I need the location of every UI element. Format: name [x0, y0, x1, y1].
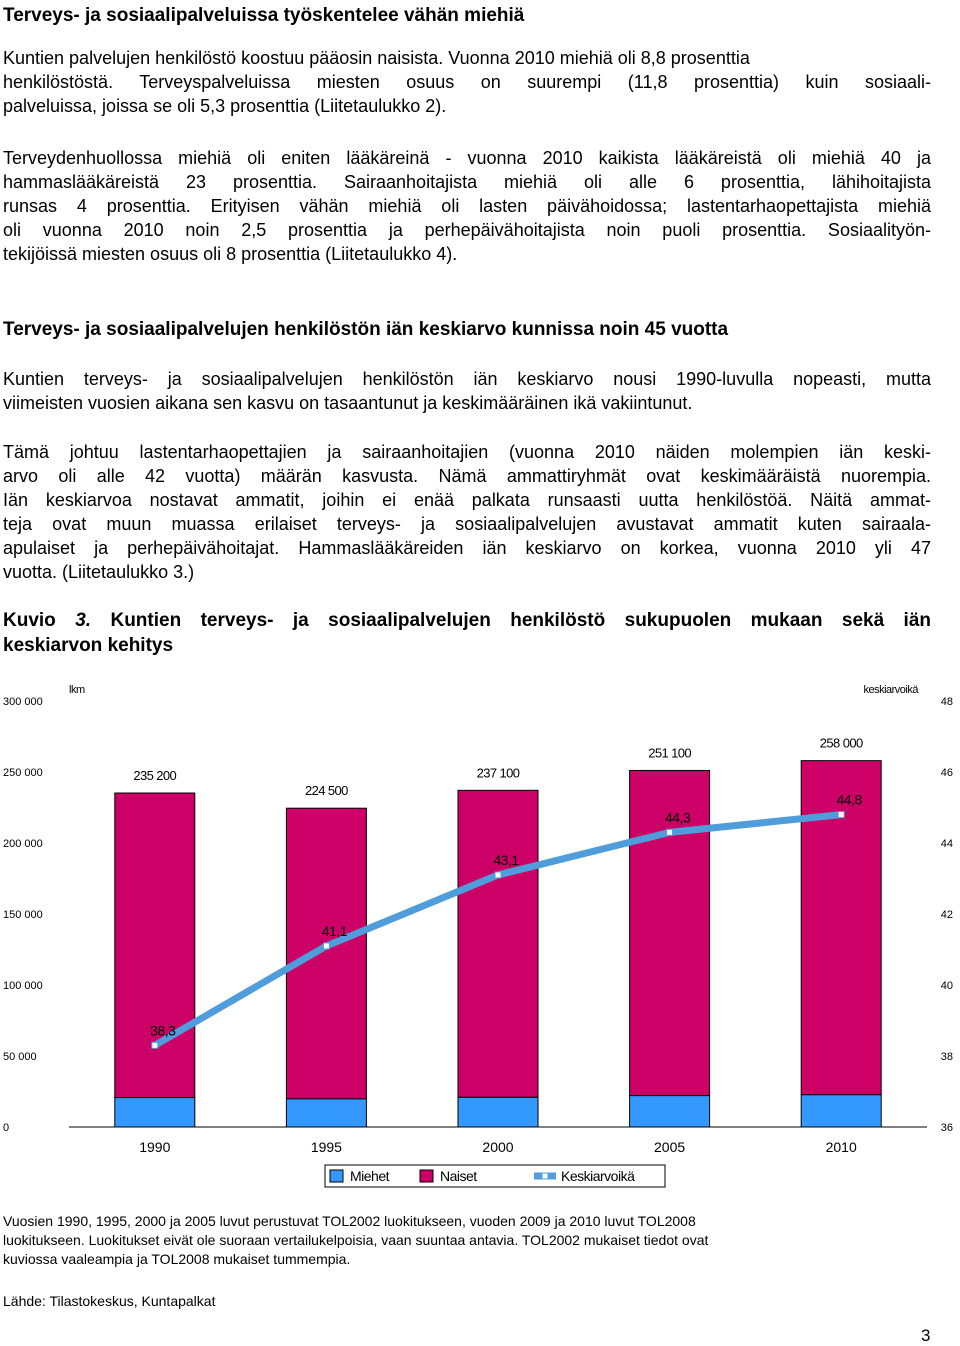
right-axis-tick-label: 48: [940, 696, 953, 708]
bar-segment-naiset: [801, 761, 881, 1095]
left-axis-tick-label: 100 000: [3, 980, 43, 992]
paragraph-age-average: [3, 367, 931, 415]
keskiarvoika-marker: [838, 812, 844, 818]
keskiarvoika-marker: [667, 829, 673, 835]
left-axis-tick-label: 50 000: [3, 1051, 37, 1063]
section-heading-age: Terveys- ja sosiaalipalvelujen henkilöstön iän keskiarvo kunnissa noin 45 vuotta: [3, 319, 729, 340]
text-line: apulaiset ja perhepäivähoitajat. Hammaslääkäreiden iän keskiarvo on korkea, vuonna 2010 yli 47: [3, 538, 931, 558]
bar-segment-miehet: [801, 1095, 881, 1127]
bar-total-label: 235 200: [133, 768, 177, 784]
text-line: oli vuonna 2010 noin 2,5 prosenttia ja perhepäivähoitajista noin puoli prosenttia. Sosiaalityön-: [3, 220, 931, 240]
bar-segment-miehet: [115, 1098, 195, 1127]
line-value-label: 43,1: [493, 851, 519, 868]
left-axis-tick-label: 150 000: [3, 909, 43, 921]
bar-segment-miehet: [286, 1099, 366, 1127]
text-line: viimeisten vuosien aikana sen kasvu on tasaantunut ja keskimääräinen ikä vakiintunut.: [3, 393, 693, 413]
line-value-label: 44,3: [664, 809, 691, 826]
right-axis-label: keskiarvoikä: [863, 684, 918, 696]
text-line: Kuntien palvelujen henkilöstö koostuu pääosin naisista. Vuonna 2010 miehiä oli 8,8 prosenttia: [3, 48, 750, 68]
text-line: vuotta. (Liitetaulukko 3.): [3, 562, 195, 582]
left-axis-label: lkm: [69, 684, 85, 696]
paragraph-healthcare-men: [3, 146, 931, 266]
figure-note: [3, 1212, 903, 1269]
text-line: Iän keskiarvoa nostavat ammatit, joihin ei enää palkata runsaasti uutta henkilöstöä. Näitä ammat-: [3, 490, 931, 510]
line-value-label: 44,8: [836, 791, 862, 808]
x-axis-tick-label: 2005: [654, 1139, 686, 1155]
keskiarvoika-marker: [495, 872, 501, 878]
text-line: Tämä johtuu lastentarhaopettajien ja sairaanhoitajien (vuonna 2010 näiden molempien iän keski-: [3, 442, 931, 462]
right-axis-tick-label: 38: [940, 1051, 953, 1063]
legend-swatch-naiset: [420, 1170, 433, 1182]
bar-total-label: 237 100: [476, 765, 520, 781]
caption-title: Kuntien terveys- ja sosiaalipalvelujen henkilöstö sukupuolen mukaan sekä iän: [110, 610, 932, 631]
text-line: palveluissa, joissa se oli 5,3 prosenttia (Liitetaulukko 2).: [3, 96, 447, 116]
stacked-bar-line-chart: [3, 680, 953, 1200]
text-line: hammaslääkäreistä 23 prosenttia. Sairaanhoitajista miehiä oli alle 6 prosenttia, lähihoitajista: [3, 172, 931, 192]
right-axis-tick-label: 36: [940, 1122, 953, 1134]
paragraph-age-reasons: [3, 440, 931, 584]
page-number: 3: [921, 1326, 931, 1345]
text-line: Terveydenhuollossa miehiä oli eniten lääkäreinä - vuonna 2010 kaikista lääkäreistä oli miehiä 40 ja: [3, 148, 931, 168]
bar-segment-naiset: [458, 790, 538, 1097]
caption-line: keskiarvon kehitys: [3, 635, 174, 656]
bar-segment-naiset: [286, 808, 366, 1099]
caption-prefix: Kuvio: [3, 610, 56, 631]
legend-label-naiset: Naiset: [440, 1168, 477, 1184]
right-axis-tick-label: 44: [940, 838, 953, 850]
right-axis-tick-label: 46: [940, 767, 953, 779]
paragraph-men-share: [3, 46, 931, 118]
line-value-label: 38,3: [150, 1022, 176, 1039]
text-line: teja ovat muun muassa erilaiset terveys- ja sosiaalipalvelujen avustavat ammatit kuten sairaala-: [3, 514, 931, 534]
bar-segment-naiset: [115, 793, 195, 1098]
x-axis-tick-label: 1990: [139, 1139, 171, 1155]
keskiarvoika-marker: [152, 1042, 158, 1048]
bar-total-label: 251 100: [648, 745, 691, 761]
caption-line: [3, 608, 931, 633]
text-line: Kuntien terveys- ja sosiaalipalvelujen henkilöstön iän keskiarvo nousi 1990-luvulla nopeasti, mutta: [3, 369, 931, 389]
legend-marker-keskiarvoika: [542, 1173, 548, 1179]
note-line: Vuosien 1990, 1995, 2000 ja 2005 luvut perustuvat TOL2002 luokitukseen, vuoden 2009 ja 2010 luvut TOL2008: [3, 1213, 696, 1229]
bar-total-label: 258 000: [819, 735, 863, 751]
legend-swatch-miehet: [330, 1170, 343, 1182]
x-axis-tick-label: 1995: [310, 1139, 342, 1155]
left-axis-tick-label: 200 000: [3, 838, 43, 850]
figure-caption: [3, 608, 931, 658]
note-line: luokitukseen. Luokitukset eivät ole suoraan vertailukelpoisia, vaan suuntaa antavia. TOL2002 mukaiset tiedot ovat: [3, 1232, 709, 1248]
caption-number: 3.: [75, 610, 92, 631]
bar-segment-miehet: [458, 1097, 538, 1127]
section-heading: Terveys- ja sosiaalipalveluissa työskentelee vähän miehiä: [3, 5, 525, 26]
text-line: arvo oli alle 42 vuotta) määrän kasvusta. Nämä ammattiryhmät ovat keskimääräistä nuorempia.: [3, 466, 931, 486]
x-axis-tick-label: 2000: [482, 1139, 514, 1155]
left-axis-tick-label: 300 000: [3, 696, 43, 708]
text-line: tekijöissä miesten osuus oli 8 prosenttia (Liitetaulukko 4).: [3, 244, 458, 264]
legend-label-keskiarvoika: Keskiarvoikä: [561, 1168, 635, 1184]
x-axis-tick-label: 2010: [825, 1139, 857, 1155]
text-line: henkilöstöstä. Terveyspalveluissa miesten osuus on suurempi (11,8 prosenttia) kuin sosiaali-: [3, 72, 931, 92]
bar-segment-miehet: [630, 1096, 710, 1127]
note-line: kuviossa vaaleampia ja TOL2008 mukaiset tummempia.: [3, 1251, 351, 1267]
keskiarvoika-marker: [323, 943, 329, 949]
line-value-label: 41,1: [321, 922, 348, 939]
bar-total-label: 224 500: [305, 783, 348, 799]
legend-label-miehet: Miehet: [350, 1168, 390, 1184]
right-axis-tick-label: 42: [940, 909, 953, 921]
text-line: runsas 4 prosenttia. Erityisen vähän miehiä oli lasten päivähoidossa; lastentarhaopettajista miehiä: [3, 196, 931, 216]
source-line: Lähde: Tilastokeskus, Kuntapalkat: [3, 1293, 216, 1309]
left-axis-tick-label: 250 000: [3, 767, 43, 779]
left-axis-tick-label: 0: [3, 1122, 10, 1134]
right-axis-tick-label: 40: [940, 980, 953, 992]
